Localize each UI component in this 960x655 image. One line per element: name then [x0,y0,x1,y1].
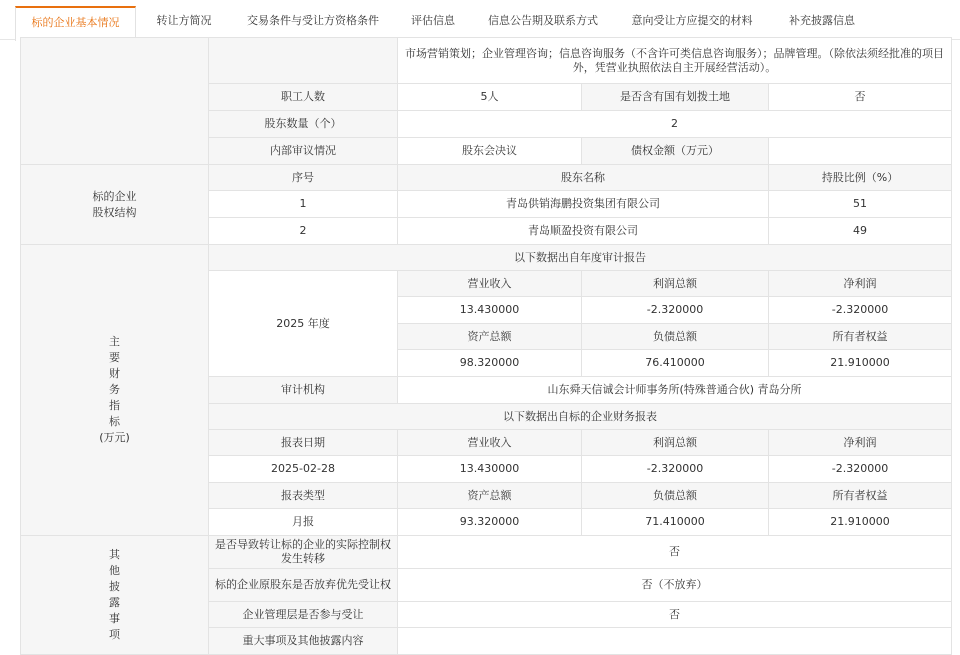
financial-report-title: 以下数据出自标的企业财务报表 [209,404,952,430]
report-header-liabilities: 负债总额 [582,483,769,509]
tab-materials[interactable]: 意向受让方应提交的材料 [631,14,753,27]
auditor-label: 审计机构 [209,377,398,404]
report-type: 月报 [209,509,398,536]
report-header-type: 报表类型 [209,483,398,509]
employees-label: 职工人数 [209,84,398,111]
debt-label: 债权金额（万元） [582,138,769,165]
tab-basic-info[interactable]: 标的企业基本情况 [15,6,136,41]
report-equity: 21.910000 [769,509,952,536]
tab-appraisal[interactable]: 评估信息 [411,14,455,27]
report-date: 2025-02-28 [209,456,398,483]
audit-header-net-profit: 净利润 [769,271,952,297]
preemptive-right-value: 否（不放弃） [398,569,952,602]
control-transfer-value: 否 [398,536,952,569]
audit-year: 2025 年度 [209,271,398,377]
audit-report-title: 以下数据出自年度审计报告 [209,245,952,271]
audit-profit: -2.320000 [582,297,769,324]
equity-section-label: 标的企业 股权结构 [21,165,209,245]
internal-review-label: 内部审议情况 [209,138,398,165]
report-header-net-profit: 净利润 [769,430,952,456]
report-assets: 93.320000 [398,509,582,536]
preemptive-right-label: 标的企业原股东是否放弃优先受让权 [209,569,398,602]
equity-row-ratio: 51 [769,191,952,218]
audit-assets: 98.320000 [398,350,582,377]
equity-row-name: 青岛顺盈投资有限公司 [398,218,769,245]
audit-equity: 21.910000 [769,350,952,377]
tab-transferor[interactable]: 转让方简况 [156,14,212,27]
report-profit: -2.320000 [582,456,769,483]
land-label: 是否含有国有划拨土地 [582,84,769,111]
employees-value: 5人 [398,84,582,111]
tab-supplement[interactable]: 补充披露信息 [789,14,855,27]
audit-header-liabilities: 负债总额 [582,324,769,350]
equity-row-ratio: 49 [769,218,952,245]
report-header-profit: 利润总额 [582,430,769,456]
internal-review-value: 股东会决议 [398,138,582,165]
audit-header-assets: 资产总额 [398,324,582,350]
report-liabilities: 71.410000 [582,509,769,536]
auditor-value: 山东舜天信诚会计师事务所(特殊普通合伙) 青岛分所 [398,377,952,404]
report-header-equity: 所有者权益 [769,483,952,509]
management-participation-label: 企业管理层是否参与受让 [209,602,398,628]
report-revenue: 13.430000 [398,456,582,483]
audit-header-equity: 所有者权益 [769,324,952,350]
tab-announcement[interactable]: 信息公告期及联系方式 [488,14,598,27]
tab-trade-conditions[interactable]: 交易条件与受让方资格条件 [247,14,379,27]
shareholders-value: 2 [398,111,952,138]
major-matters-value [398,628,952,655]
report-header-date: 报表日期 [209,430,398,456]
land-value: 否 [769,84,952,111]
business-scope-value: 市场营销策划；企业管理咨询；信息咨询服务（不含许可类信息咨询服务）；品牌管理。（除依法须经批准的项目外，凭营业执照依法自主开展经营活动）。 [398,38,952,84]
report-header-assets: 资产总额 [398,483,582,509]
finance-section-label: 主 要 财 务 指 标 (万元) [21,245,209,536]
audit-revenue: 13.430000 [398,297,582,324]
report-net-profit: -2.320000 [769,456,952,483]
business-scope-label [209,38,398,84]
enterprise-info-table [20,37,952,655]
audit-header-profit: 利润总额 [582,271,769,297]
audit-liabilities: 76.410000 [582,350,769,377]
tab-bar [0,0,960,40]
control-transfer-label: 是否导致转让标的企业的实际控制权发生转移 [209,536,398,569]
equity-header-name: 股东名称 [398,165,769,191]
management-participation-value: 否 [398,602,952,628]
debt-value [769,138,952,165]
audit-net-profit: -2.320000 [769,297,952,324]
equity-header-ratio: 持股比例（%） [769,165,952,191]
other-section-label: 其 他 披 露 事 项 [21,536,209,655]
basic-info-side [21,38,209,165]
audit-header-revenue: 营业收入 [398,271,582,297]
equity-row-no: 1 [209,191,398,218]
shareholders-label: 股东数量（个） [209,111,398,138]
equity-row-name: 青岛供销海鹏投资集团有限公司 [398,191,769,218]
report-header-revenue: 营业收入 [398,430,582,456]
major-matters-label: 重大事项及其他披露内容 [209,628,398,655]
equity-header-no: 序号 [209,165,398,191]
equity-row-no: 2 [209,218,398,245]
